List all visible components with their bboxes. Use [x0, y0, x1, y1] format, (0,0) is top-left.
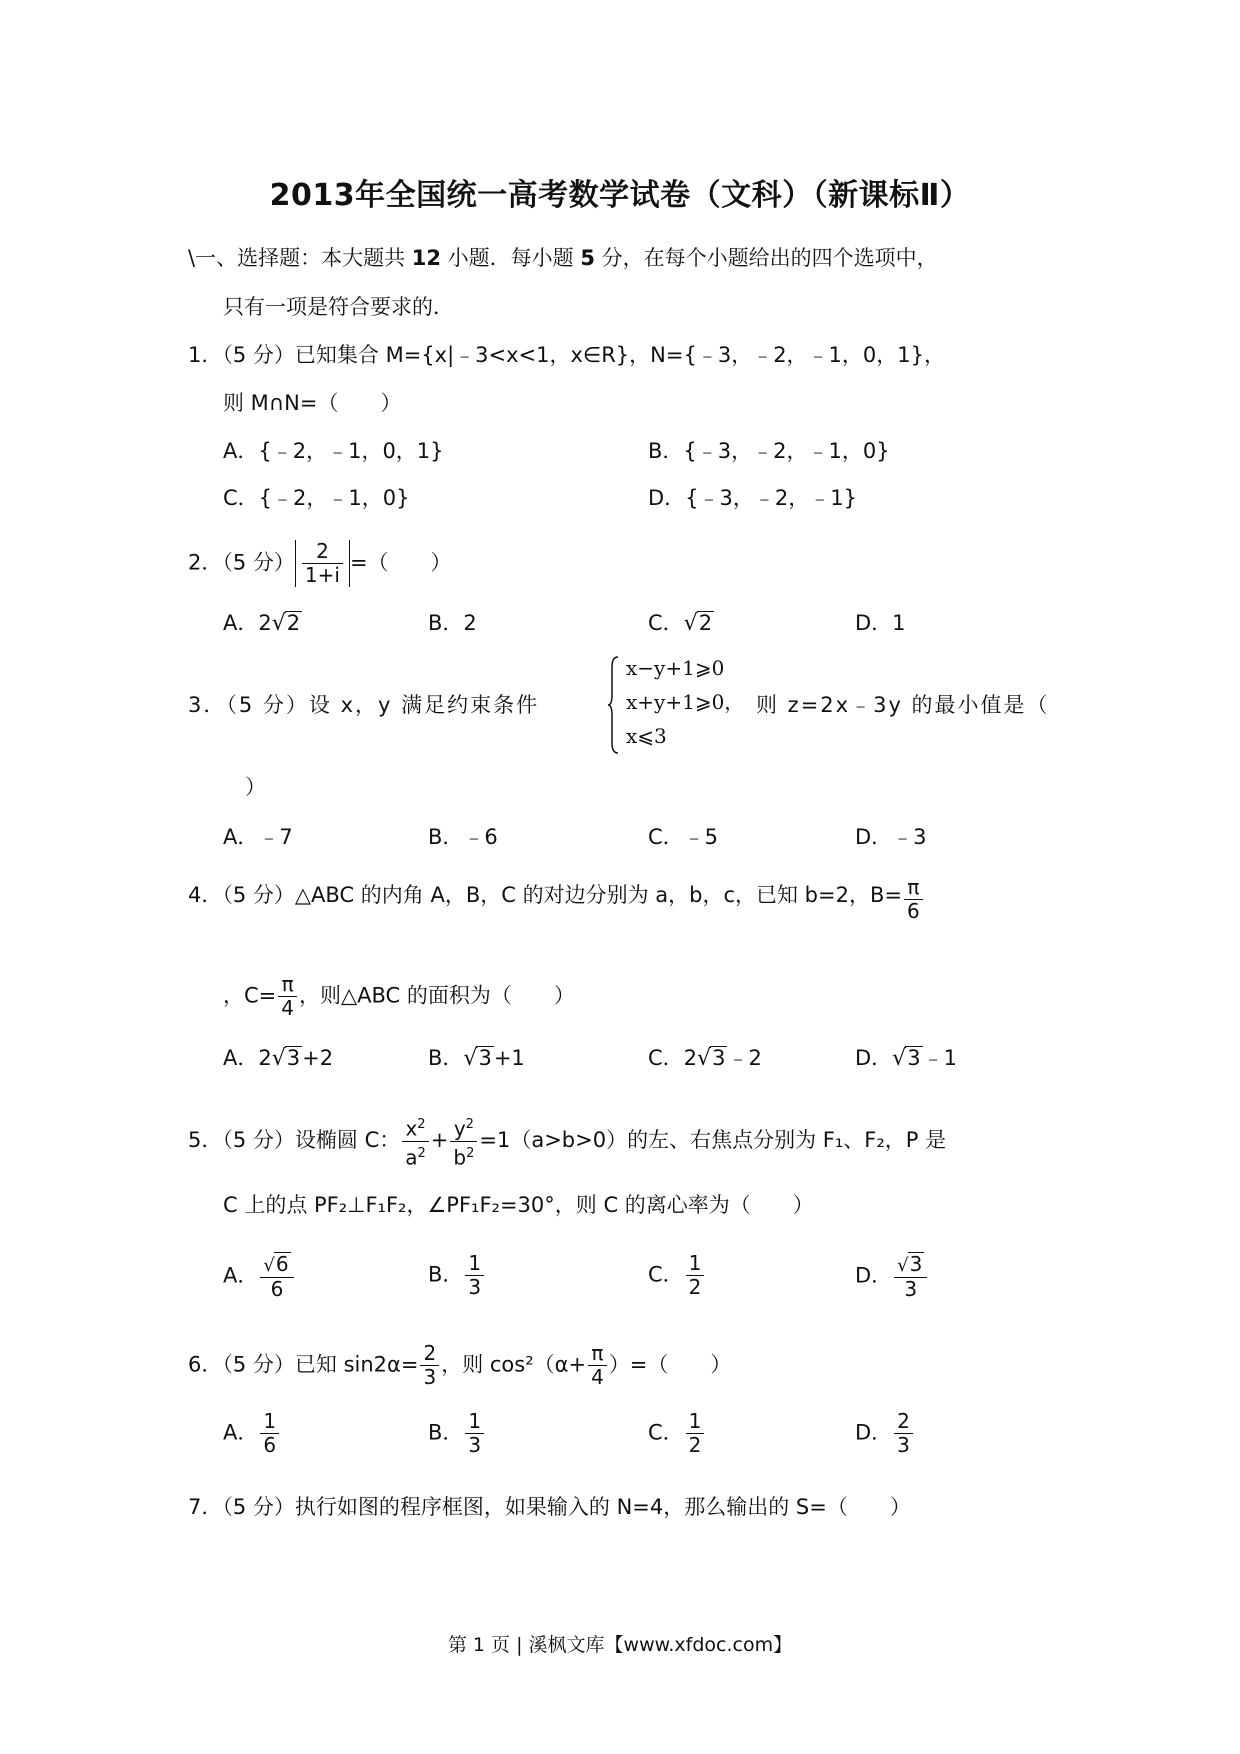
q5-option-d: D． $\frac{√3}{3}$ [855, 1252, 929, 1301]
q2-option-c: C．√2 [648, 611, 713, 636]
q3-stem: 3．（5 分）设 x，y 满足约束条件 [188, 693, 540, 717]
q3-close: ） [245, 775, 266, 799]
q5-option-c: C． $\frac{1}{2}$ [648, 1252, 706, 1299]
q4-option-a: A．2√3+2 [223, 1046, 334, 1071]
q6-option-c: C． $\frac{1}{2}$ [648, 1410, 706, 1457]
q1-option-a: A．{﹣2，﹣1，0，1} [223, 439, 444, 463]
q6-option-a: A． $\frac{1}{6}$ [223, 1410, 281, 1457]
q6-option-b: B． $\frac{1}{3}$ [428, 1410, 486, 1457]
q6-stem: 6．（5 分）已知 sin2α= $\frac{2}{3}$ ，则 cos²（α+ $\frac{\pi}{4}$ ）=（ ） [188, 1341, 732, 1389]
q5-stem-2: C 上的点 PF₂⊥F₁F₂，∠PF₁F₂=30°，则 C 的离心率为（ ） [223, 1193, 814, 1217]
q2-option-a: A．2√2 [223, 611, 301, 636]
q3-option-c: C．﹣5 [648, 825, 719, 849]
q2-option-b: B．2 [428, 611, 477, 635]
q2-option-d: D．1 [855, 611, 906, 635]
section-note: 只有一项是符合要求的． [223, 295, 454, 319]
q4-stem-2: ，C= $\frac{\pi}{4}$ ，则△ABC 的面积为（ ） [223, 972, 575, 1020]
q5-option-b: B． $\frac{1}{3}$ [428, 1252, 486, 1299]
q1-option-d: D．{﹣3，﹣2，﹣1} [648, 486, 857, 510]
left-brace-icon [608, 655, 620, 755]
q4-stem: 4．（5 分）△ABC 的内角 A，B，C 的对边分别为 a，b，c，已知 b=2，B= $\frac{\pi}{6}$ [188, 880, 925, 923]
q4-option-c: C．2√3﹣2 [648, 1046, 762, 1071]
page-footer: 第 1 页 | 溪枫文库【www.xfdoc.com】 [447, 1634, 793, 1656]
q3-option-a: A．﹣7 [223, 825, 293, 849]
constraint-2: x+y+1⩾0， [626, 690, 745, 714]
q1-option-c: C．{﹣2，﹣1，0} [223, 486, 410, 510]
q7-stem: 7．（5 分）执行如图的程序框图，如果输入的 N=4，那么输出的 S=（ ） [188, 1495, 911, 1519]
q5-option-a: A． $\frac{√6}{6}$ [223, 1252, 296, 1301]
constraint-1: x−y+1⩾0 [626, 656, 725, 680]
q3-option-b: B．﹣6 [428, 825, 498, 849]
q2-stem: 2．（5 分） $\frac{2}{1+i}$ =（ ） [188, 539, 452, 587]
q1-stem-2: 则 M∩N=（ ） [223, 391, 402, 415]
q1-option-b: B．{﹣3，﹣2，﹣1，0} [648, 439, 890, 463]
page-title: 2013年全国统一高考数学试卷（文科）（新课标Ⅱ） [269, 178, 971, 213]
q4-option-b: B．√3+1 [428, 1046, 525, 1071]
constraint-system [608, 655, 745, 755]
q5-stem: 5．（5 分）设椭圆 C： $\frac{x^2}{a^2}$ + $\frac{y^2}{b^2}$ =1（a>b>0）的左、右焦点分别为 F₁、F₂，P 是 [188, 1113, 946, 1169]
q4-option-d: D．√3﹣1 [855, 1046, 957, 1071]
constraint-3: x⩽3 [626, 724, 667, 748]
q1-stem: 1．（5 分）已知集合 M={x|﹣3<x<1，x∈R}，N={﹣3，﹣2，﹣1，0，1}， [188, 343, 945, 367]
q6-option-d: D． $\frac{2}{3}$ [855, 1410, 915, 1457]
q3-option-d: D．﹣3 [855, 825, 927, 849]
abs-value: $\frac{2}{1+i}$ [295, 540, 350, 587]
q3-stem-2: 则 z=2x﹣3y 的最小值是（ [756, 693, 1050, 717]
section-header: \一、选择题：本大题共 12 小题．每小题 5 分，在每个小题给出的四个选项中， [188, 246, 938, 270]
